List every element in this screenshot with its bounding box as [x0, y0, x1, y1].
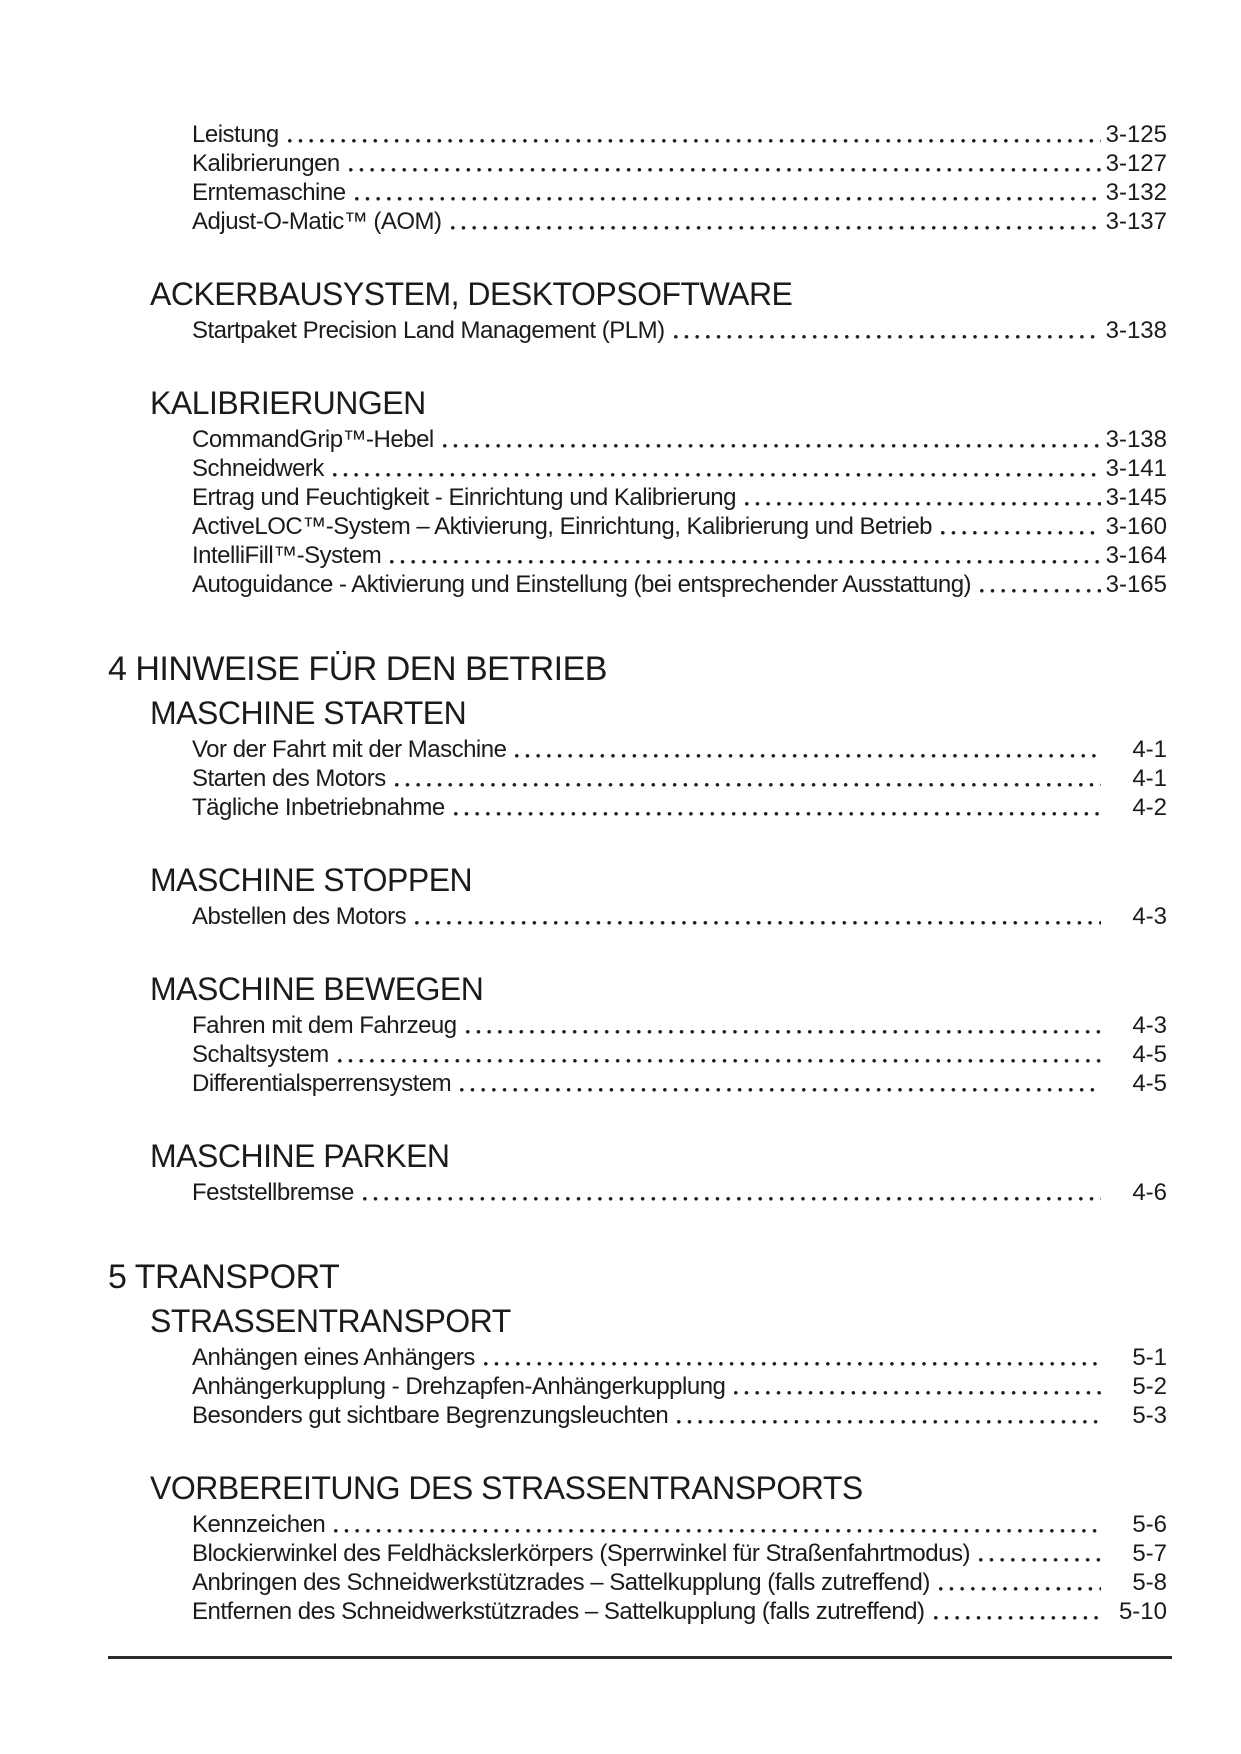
toc-entry-label: Besonders gut sichtbare Begrenzungsleuchten [192, 1402, 669, 1429]
toc-entry [192, 1568, 1167, 1597]
section-heading: MASCHINE STARTEN [150, 695, 467, 731]
chapter-heading: 5 TRANSPORT [108, 1258, 340, 1296]
toc-entry-page: 3-164 [1105, 542, 1167, 569]
dot-leader [466, 1030, 1101, 1034]
dot-leader [349, 168, 1101, 172]
toc-entry [192, 1069, 1167, 1098]
toc-entry [192, 1372, 1167, 1401]
dot-leader [979, 1558, 1101, 1562]
dot-leader [390, 560, 1101, 564]
section-heading: MASCHINE PARKEN [150, 1138, 450, 1174]
toc-entry-page: 3-141 [1105, 455, 1167, 482]
dot-leader [745, 502, 1101, 506]
toc-entry-label: Startpaket Precision Land Management (PLM) [192, 317, 665, 344]
toc-entry [192, 149, 1167, 178]
toc-entry [192, 120, 1167, 149]
dot-leader [334, 1529, 1101, 1533]
toc-entry [192, 316, 1167, 345]
toc-entry-label: Abstellen des Motors [192, 903, 407, 930]
toc-entry-page: 3-138 [1105, 426, 1167, 453]
toc-entry-label: Entfernen des Schneidwerkstützrades – Sattelkupplung (falls zutreffend) [192, 1598, 925, 1625]
toc-entry-page: 3-145 [1105, 484, 1167, 511]
toc-entry-page: 4-5 [1132, 1070, 1167, 1097]
dot-leader [934, 1616, 1102, 1620]
toc-entry [192, 512, 1167, 541]
toc-entry-label: Schaltsystem [192, 1041, 329, 1068]
toc-entry-label: Starten des Motors [192, 765, 386, 792]
toc-entry-label: Adjust-O-Matic™ (AOM) [192, 208, 442, 235]
toc-entry-page: 3-138 [1105, 317, 1167, 344]
toc-entry-page: 4-3 [1132, 1012, 1167, 1039]
toc-entry-page: 5-1 [1132, 1344, 1167, 1371]
toc-entry-label: Schneidwerk [192, 455, 324, 482]
toc-entry-label: Autoguidance - Aktivierung und Einstellung (bei entsprechender Ausstattung) [192, 571, 972, 598]
toc-entry-page: 4-6 [1132, 1179, 1167, 1206]
toc-entry-label: Anbringen des Schneidwerkstützrades – Sattelkupplung (falls zutreffend) [192, 1569, 930, 1596]
dot-leader [734, 1391, 1101, 1395]
section-heading: MASCHINE STOPPEN [150, 862, 473, 898]
toc-entry [192, 178, 1167, 207]
toc-entry-label: Tägliche Inbetriebnahme [192, 794, 445, 821]
toc-entry-label: Differentialsperrensystem [192, 1070, 452, 1097]
toc-entry [192, 1011, 1167, 1040]
toc-entry-page: 3-125 [1105, 121, 1167, 148]
toc-entry [192, 1539, 1167, 1568]
toc-entry-page: 5-7 [1132, 1540, 1167, 1567]
dot-leader [941, 531, 1101, 535]
toc-entry-page: 4-1 [1132, 765, 1167, 792]
toc-entry-page: 3-160 [1105, 513, 1167, 540]
dot-leader [484, 1362, 1101, 1366]
toc-entry-label: Anhängerkupplung - Drehzapfen-Anhängerkupplung [192, 1373, 726, 1400]
dot-leader [515, 754, 1101, 758]
dot-leader [333, 473, 1101, 477]
section-heading: VORBEREITUNG DES STRASSENTRANSPORTS [150, 1470, 863, 1506]
dot-leader [338, 1059, 1101, 1063]
toc-entry-page: 4-5 [1132, 1041, 1167, 1068]
toc-entry-page: 3-165 [1105, 571, 1167, 598]
toc-entry-label: Ertrag und Feuchtigkeit - Einrichtung und Kalibrierung [192, 484, 736, 511]
toc-entry [192, 425, 1167, 454]
toc-entry-page: 4-2 [1132, 794, 1167, 821]
dot-leader [454, 812, 1101, 816]
section-heading: STRASSENTRANSPORT [150, 1303, 511, 1339]
toc-entry [192, 735, 1167, 764]
toc-entry-page: 4-1 [1132, 736, 1167, 763]
toc-entry [192, 1510, 1167, 1539]
dot-leader [939, 1587, 1101, 1591]
chapter-heading: 4 HINWEISE FÜR DEN BETRIEB [108, 650, 607, 688]
toc-entry-page: 5-8 [1132, 1569, 1167, 1596]
dot-leader [451, 226, 1101, 230]
dot-leader [460, 1088, 1101, 1092]
dot-leader [415, 921, 1101, 925]
dot-leader [674, 335, 1101, 339]
toc-entry-label: ActiveLOC™-System – Aktivierung, Einrichtung, Kalibrierung und Betrieb [192, 513, 933, 540]
toc-entry [192, 483, 1167, 512]
toc-entry-page: 4-3 [1132, 903, 1167, 930]
toc-entry-label: Feststellbremse [192, 1179, 354, 1206]
dot-leader [443, 444, 1101, 448]
table-of-contents [108, 0, 1167, 1626]
toc-entry-label: Anhängen eines Anhängers [192, 1344, 475, 1371]
dot-leader [395, 783, 1101, 787]
dot-leader [288, 139, 1101, 143]
toc-entry-label: Leistung [192, 121, 279, 148]
toc-entry [192, 1401, 1167, 1430]
toc-entry [192, 454, 1167, 483]
footer-divider [108, 1656, 1172, 1659]
toc-entry [192, 1178, 1167, 1207]
toc-entry [192, 541, 1167, 570]
toc-entry-page: 5-2 [1132, 1373, 1167, 1400]
toc-entry [192, 570, 1167, 599]
dot-leader [980, 589, 1101, 593]
toc-entry-page: 5-6 [1132, 1511, 1167, 1538]
toc-entry [192, 1597, 1167, 1626]
toc-entry-label: CommandGrip™-Hebel [192, 426, 434, 453]
toc-entry-label: Vor der Fahrt mit der Maschine [192, 736, 507, 763]
toc-entry [192, 1343, 1167, 1372]
toc-entry-label: Blockierwinkel des Feldhäckslerkörpers (Sperrwinkel für Straßenfahrtmodus) [192, 1540, 970, 1567]
toc-entry-page: 3-137 [1105, 208, 1167, 235]
dot-leader [355, 197, 1101, 201]
toc-entry [192, 207, 1167, 236]
toc-entry [192, 793, 1167, 822]
toc-entry [192, 902, 1167, 931]
section-heading: MASCHINE BEWEGEN [150, 971, 484, 1007]
toc-entry-page: 5-10 [1118, 1598, 1167, 1625]
toc-entry-label: IntelliFill™-System [192, 542, 382, 569]
toc-entry [192, 764, 1167, 793]
toc-entry-label: Kalibrierungen [192, 150, 340, 177]
toc-entry-page: 3-127 [1105, 150, 1167, 177]
section-heading: KALIBRIERUNGEN [150, 385, 426, 421]
section-heading: ACKERBAUSYSTEM, DESKTOPSOFTWARE [150, 276, 793, 312]
toc-entry-label: Kennzeichen [192, 1511, 326, 1538]
dot-leader [363, 1197, 1101, 1201]
dot-leader [677, 1420, 1101, 1424]
toc-entry-page: 3-132 [1105, 179, 1167, 206]
toc-entry-page: 5-3 [1132, 1402, 1167, 1429]
toc-entry-label: Fahren mit dem Fahrzeug [192, 1012, 457, 1039]
toc-entry [192, 1040, 1167, 1069]
toc-entry-label: Erntemaschine [192, 179, 346, 206]
